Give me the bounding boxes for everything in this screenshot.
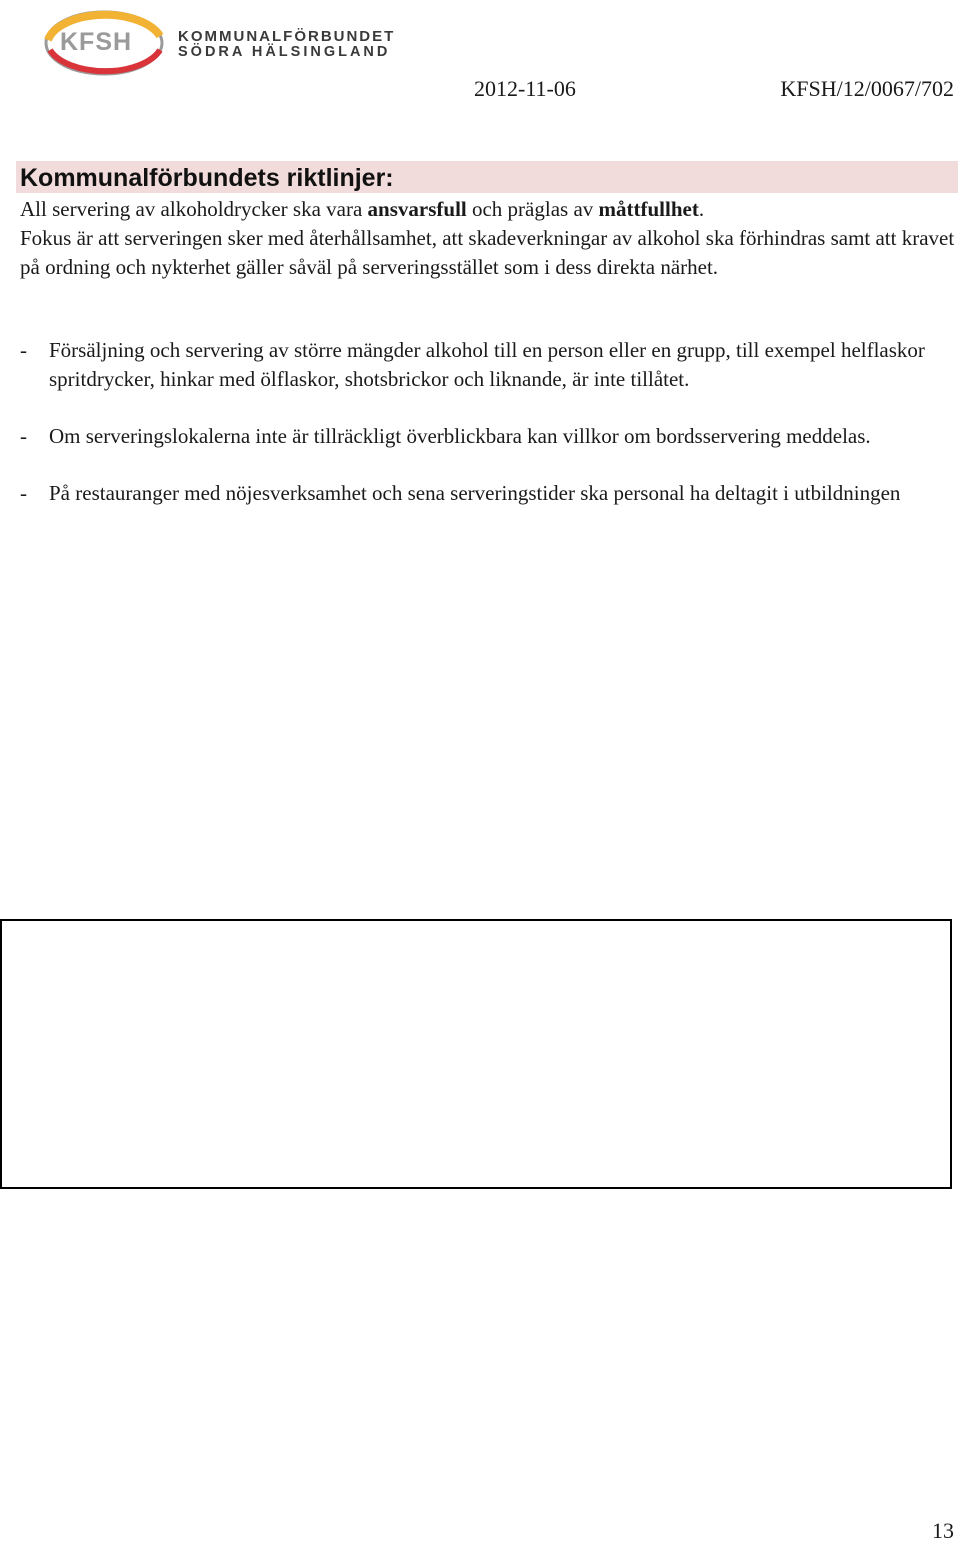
intro-bold-mattfullhet: måttfullhet <box>598 197 699 221</box>
bullet-dash: - <box>20 338 27 362</box>
list-item <box>20 422 950 451</box>
logo-abbreviation: KFSH <box>60 28 133 56</box>
intro-text-b: och präglas av <box>466 197 599 221</box>
list-item-text: Om serveringslokalerna inte är tillräckligt överblickbara kan villkor om bordsservering meddelas. <box>49 424 871 448</box>
bullet-dash: - <box>20 424 27 448</box>
list-item <box>20 479 950 508</box>
intro-bold-ansvarsfull: ansvarsfull <box>367 197 467 221</box>
list-item <box>20 336 950 394</box>
logo-line-2: SÖDRA HÄLSINGLAND <box>178 44 391 60</box>
page-number: 13 <box>932 1518 954 1543</box>
list-item-text: Försäljning och servering av större mängder alkohol till en person eller en grupp, till exempel helflaskor spritdrycker, hinkar med ölflaskor, shotsbrickor och liknande, är inte tillåtet. <box>49 338 925 391</box>
intro-text-c: . <box>698 197 705 221</box>
empty-frame <box>0 919 952 1189</box>
kfsh-logo <box>42 6 442 78</box>
document-reference: KFSH/12/0067/702 <box>780 76 954 101</box>
logo-line-1: KOMMUNALFÖRBUNDET <box>178 28 396 45</box>
intro-paragraph <box>20 195 960 282</box>
document-date: 2012-11-06 <box>474 76 576 101</box>
section-heading: Kommunalförbundets riktlinjer: <box>20 164 394 192</box>
guideline-list <box>20 336 950 536</box>
intro-text-a: All servering av alkoholdrycker ska vara <box>20 197 368 221</box>
list-item-text: På restauranger med nöjesverksamhet och sena serveringstider ska personal ha deltagit i utbildningen <box>49 481 901 505</box>
intro-line-1 <box>20 195 960 224</box>
bullet-dash: - <box>20 481 27 505</box>
intro-rest: Fokus är att serveringen sker med återhållsamhet, att skadeverkningar av alkohol ska förhindras samt att kravet på ordning och nykterhet gäller såväl på serveringsstället som i dess direkta närhet. <box>20 226 955 279</box>
